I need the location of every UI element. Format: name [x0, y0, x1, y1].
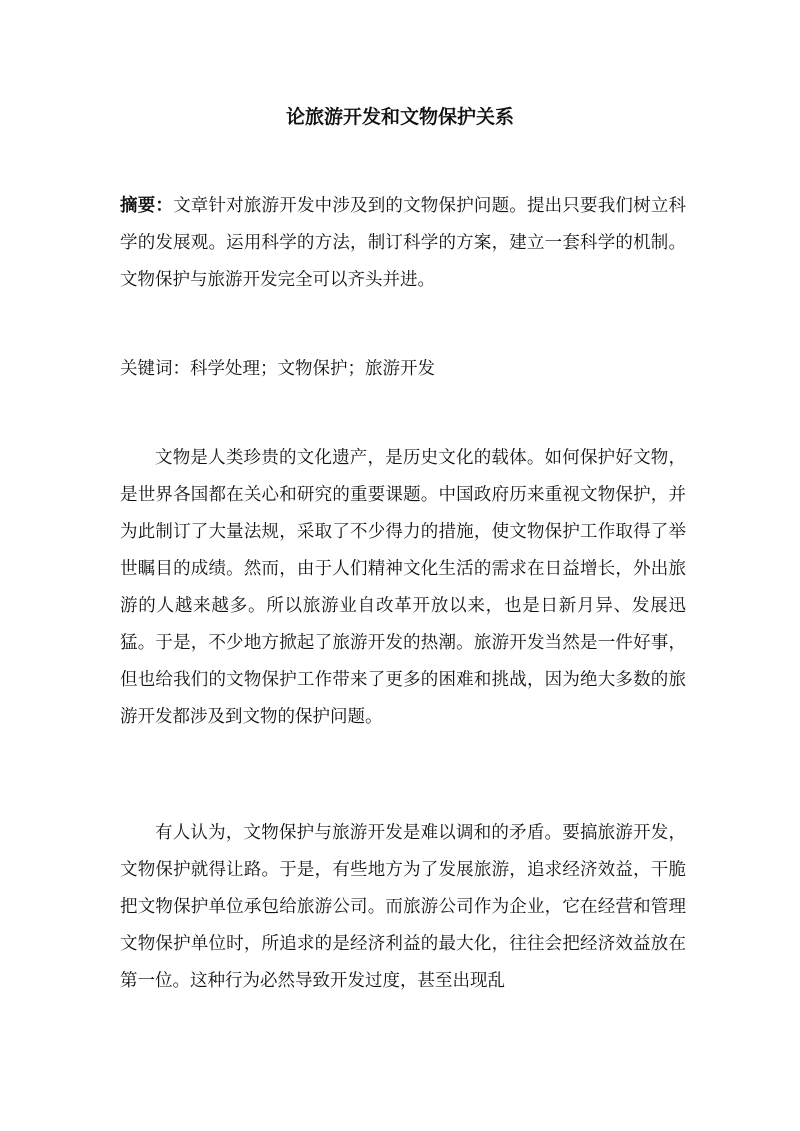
abstract-block: [120, 188, 686, 299]
keywords-block: [120, 356, 686, 382]
page-title: 论旅游开发和文物保护关系: [285, 106, 514, 128]
abstract-text: 文章针对旅游开发中涉及到的文物保护问题。提出只要我们树立科学的发展观。运用科学的方法，制订科学的方案，建立一套科学的机制。文物保护与旅游开发完全可以齐头并进。: [120, 196, 687, 290]
abstract-label: 摘要：: [120, 196, 174, 216]
keywords-label: 关键词：: [120, 359, 190, 379]
body-paragraph-2: 有人认为，文物保护与旅游开发是难以调和的矛盾。要搞旅游开发，文物保护就得让路。于是，有些地方为了发展旅游，追求经济效益，干脆把文物保护单位承包给旅游公司。而旅游公司作为企业，它在经营和管理文物保护单位时，所追求的是经济利益的最大化，往往会把经济效益放在第一位。这种行为必然导致开发过度，甚至出现乱: [120, 823, 686, 991]
keywords-text: 科学处理；文物保护；旅游开发: [190, 359, 435, 379]
body-paragraph-1: 文物是人类珍贵的文化遗产，是历史文化的载体。如何保护好文物，是世界各国都在关心和研究的重要课题。中国政府历来重视文物保护，并为此制订了大量法规，采取了不少得力的措施，使文物保护工作取得了举世瞩目的成绩。然而，由于人们精神文化生活的需求在日益增长，外出旅游的人越来越多。所以旅游业自改革开放以来，也是日新月异、发展迅猛。于是，不少地方掀起了旅游开发的热潮。旅游开发当然是一件好事，但也给我们的文物保护工作带来了更多的困难和挑战，因为绝大多数的旅游开发都涉及到文物的保护问题。: [120, 448, 686, 727]
